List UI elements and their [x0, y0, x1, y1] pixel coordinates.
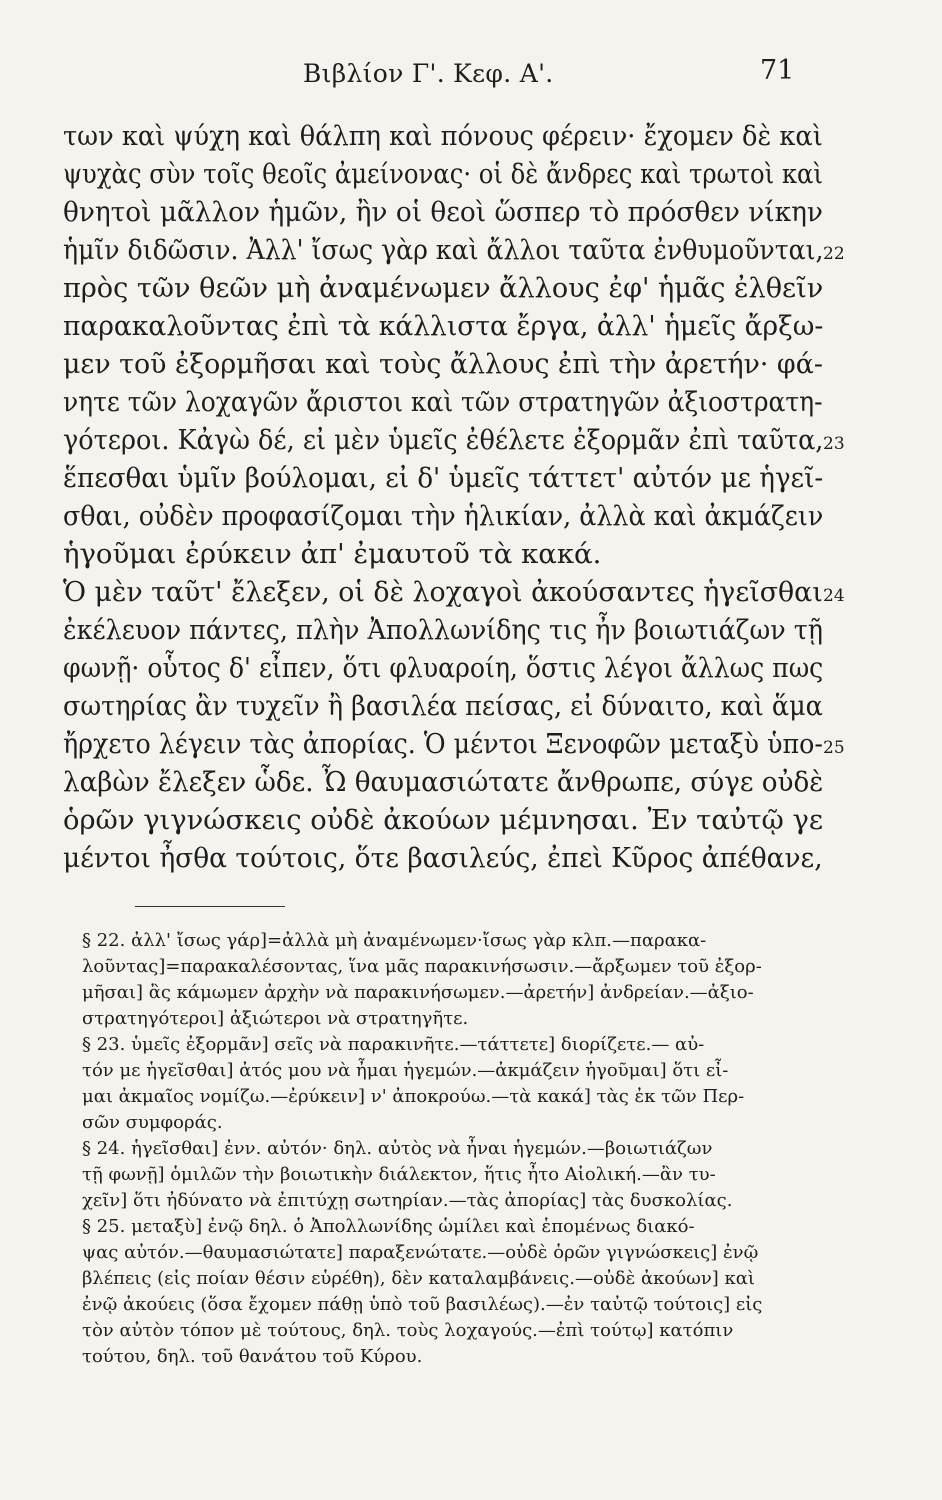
text-line: πρὸς τῶν θεῶν μὴ ἀναμένωμεν ἄλλους ἐφ' ἡμᾶς ἐλθεῖν	[63, 272, 824, 304]
running-head: Βιβλίον Γ'. Κεφ. Α'.	[303, 59, 554, 88]
footnote-line: μῆσαι] ἂς κάμωμεν ἀρχὴν νὰ παρακινήσωμεν.—ἀρετήν] ἀνδρείαν.—ἀξιο-	[82, 982, 754, 1003]
footnote-line: σῶν συμφοράς.	[82, 1112, 223, 1133]
section-number: 22	[823, 244, 845, 264]
text-line: σθαι, οὐδὲν προφασίζομαι τὴν ἡλικίαν, ἀλλὰ καὶ ἀκμάζειν	[63, 500, 824, 532]
footnote-line: τόν με ἡγεῖσθαι] ἀτός μου νὰ ἦμαι ἡγεμών.—ἀκμάζειν ἡγοῦμαι] ὅτι εἶ-	[82, 1060, 729, 1081]
text-line: Ὁ μὲν ταῦτ' ἔλεξεν, οἱ δὲ λοχαγοὶ ἀκούσαντες ἡγεῖσθαι	[63, 576, 823, 608]
footnote-line: τῇ φωνῇ] ὁμιλῶν τὴν βοιωτικὴν διάλεκτον, ἥτις ἦτο Αἰολική.—ἂν τυ-	[82, 1164, 716, 1185]
text-line: ἡμῖν διδῶσιν. Ἀλλ' ἴσως γὰρ καὶ ἄλλοι ταῦτα ἐνθυμοῦνται,	[63, 234, 824, 266]
text-line: μεν τοῦ ἐξορμῆσαι καὶ τοὺς ἄλλους ἐπὶ τὴν ἀρετήν· φά-	[63, 348, 823, 380]
footnote-line: μαι ἀκμαῖος νομίζω.—ἐρύκειν] ν' ἀποκρούω.—τὰ κακά] τὰς ἐκ τῶν Περ-	[82, 1086, 745, 1107]
text-line: φωνῇ· οὗτος δ' εἶπεν, ὅτι φλυαροίη, ὅστις λέγοι ἄλλως πως	[63, 652, 824, 684]
footnote-line: § 25. μεταξὺ] ἐνῷ δηλ. ὁ Ἀπολλωνίδης ὡμίλει καὶ ἑπομένως διακό-	[82, 1216, 695, 1237]
section-number: 24	[823, 586, 845, 606]
footnote-line: στρατηγότεροι] ἀξιώτεροι νὰ στρατηγῆτε.	[82, 1008, 469, 1029]
text-line: λαβὼν ἔλεξεν ὧδε. Ὦ θαυμασιώτατε ἄνθρωπε, σύγε οὐδὲ	[63, 766, 824, 798]
footnote-line: § 22. ἀλλ' ἴσως γάρ]=ἀλλὰ μὴ ἀναμένωμεν·ἴσως γὰρ κλπ.—παρακα-	[82, 930, 707, 951]
footnote-line: ψας αὐτόν.—θαυμασιώτατε] παραξενώτατε.—οὐδὲ ὁρῶν γιγνώσκεις] ἐνῷ	[82, 1242, 759, 1263]
footnote-line: § 23. ὑμεῖς ἐξορμᾶν] σεῖς νὰ παρακινῆτε.—τάττετε] διορίζετε.— αὐ-	[82, 1034, 705, 1055]
footnote-line: λοῦντας]=παρακαλέσοντας, ἵνα μᾶς παρακινήσωσιν.—ἄρξωμεν τοῦ ἐξορ-	[82, 956, 762, 977]
page-number: 71	[760, 55, 795, 86]
footnote-line: τὸν αὐτὸν τόπον μὲ τούτους, δηλ. τοὺς λοχαγούς.—ἐπὶ τούτῳ] κατόπιν	[82, 1320, 734, 1341]
footnote-line: χεῖν] ὅτι ἠδύνατο νὰ ἐπιτύχῃ σωτηρίαν.—τὰς ἀπορίας] τὰς δυσκολίας.	[82, 1190, 733, 1211]
page-header	[0, 55, 942, 95]
text-line: ἡγοῦμαι ἐρύκειν ἀπ' ἐμαυτοῦ τὰ κακά.	[63, 538, 602, 570]
text-line: των καὶ ψύχη καὶ θάλπη καὶ πόνους φέρειν· ἔχομεν δὲ καὶ	[63, 120, 823, 152]
text-line: γότεροι. Κἀγὼ δέ, εἰ μὲν ὑμεῖς ἐθέλετε ἐξορμᾶν ἐπὶ ταῦτα,	[63, 424, 824, 456]
footnote-line: βλέπεις (εἰς ποίαν θέσιν εὑρέθη), δὲν καταλαμβάνεις.—οὐδὲ ἀκούων] καὶ	[82, 1268, 755, 1289]
section-number: 23	[823, 434, 845, 454]
text-line: ἕπεσθαι ὑμῖν βούλομαι, εἰ δ' ὑμεῖς τάττετ' αὐτόν με ἡγεῖ-	[63, 462, 824, 494]
text-line: νητε τῶν λοχαγῶν ἄριστοι καὶ τῶν στρατηγῶν ἀξιοστρατη-	[63, 386, 823, 418]
text-line: ἤρχετο λέγειν τὰς ἀπορίας. Ὁ μέντοι Ξενοφῶν μεταξὺ ὑπο-	[63, 728, 823, 760]
section-number: 25	[823, 738, 845, 758]
footnote-line: τούτου, δηλ. τοῦ θανάτου τοῦ Κύρου.	[82, 1346, 423, 1367]
footnote-line: § 24. ἡγεῖσθαι] ἐνν. αὐτόν· δηλ. αὐτὸς νὰ ἦναι ἡγεμών.—βοιωτιάζων	[82, 1138, 713, 1159]
footnote-line: ἐνῷ ἀκούεις (ὅσα ἔχομεν πάθῃ ὑπὸ τοῦ βασιλέως).—ἐν ταὐτῷ τούτοις] εἰς	[82, 1294, 763, 1315]
text-line: παρακαλοῦντας ἐπὶ τὰ κάλλιστα ἔργα, ἀλλ' ἡμεῖς ἄρξω-	[63, 310, 824, 342]
text-line: ψυχὰς σὺν τοῖς θεοῖς ἀμείνονας· οἱ δὲ ἄνδρες καὶ τρωτοὶ καὶ	[63, 158, 823, 190]
text-line: σωτηρίας ἂν τυχεῖν ἢ βασιλέα πείσας, εἰ δύναιτο, καὶ ἅμα	[63, 690, 823, 722]
text-line: ὁρῶν γιγνώσκεις οὐδὲ ἀκούων μέμνησαι. Ἐν ταὐτῷ γε	[63, 804, 824, 836]
text-line: ἐκέλευον πάντες, πλὴν Ἀπολλωνίδης τις ἦν βοιωτιάζων τῇ	[63, 614, 824, 646]
text-line: μέντοι ἦσθα τούτοις, ὅτε βασιλεύς, ἐπεὶ Κῦρος ἀπέθανε,	[63, 842, 823, 874]
text-line: θνητοὶ μᾶλλον ἡμῶν, ἢν οἱ θεοὶ ὥσπερ τὸ πρόσθεν νίκην	[63, 196, 823, 228]
footnote-divider	[135, 906, 285, 907]
